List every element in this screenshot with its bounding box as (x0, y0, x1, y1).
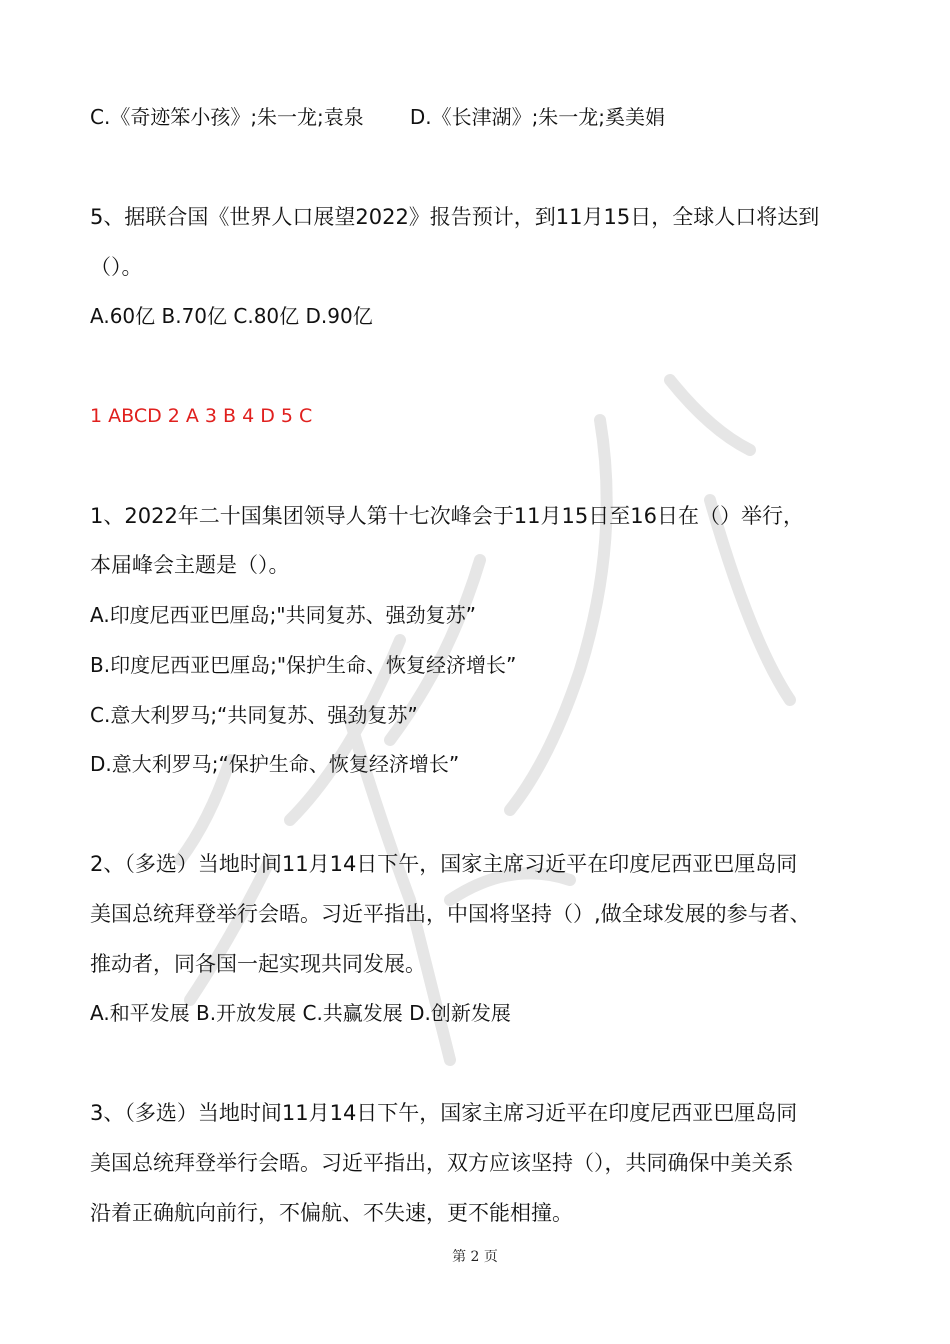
watermark-stroke (670, 380, 750, 450)
question-4-options-cd (90, 102, 665, 132)
question-3-stem-line3: 沿着正确航向前行，不偏航、不失速，更不能相撞。 (90, 1201, 573, 1225)
answer-key: 1 ABCD 2 A 3 B 4 D 5 C (90, 405, 313, 427)
question-1-option-b: B.印度尼西亚巴厘岛;"保护生命、恢复经济增长” (90, 653, 517, 677)
question-2-stem-line2: 美国总统拜登举行会晤。习近平指出，中国将坚持（）,做全球发展的参与者、 (90, 902, 811, 926)
question-1-stem-line2: 本届峰会主题是（）。 (90, 553, 290, 577)
question-1-option-d: D.意大利罗马;“保护生命、恢复经济增长” (90, 752, 460, 776)
question-5-options: A.60亿 B.70亿 C.80亿 D.90亿 (90, 304, 373, 328)
question-5-stem-line2: （）。 (90, 255, 143, 279)
question-1-option-c: C.意大利罗马;“共同复苏、强劲复苏” (90, 703, 418, 727)
question-1-stem-line1: 1、2022年二十国集团领导人第十七次峰会于11月15日至16日在（）举行， (90, 504, 804, 528)
page-number: 第 2 页 (452, 1249, 498, 1265)
watermark-stroke (190, 860, 270, 1000)
watermark-stroke (510, 420, 607, 810)
question-3-stem-line1: 3、（多选）当地时间11月14日下午，国家主席习近平在印度尼西亚巴厘岛同 (90, 1101, 798, 1125)
question-2-stem-line3: 推动者，同各国一起实现共同发展。 (90, 952, 426, 976)
question-1-option-a: A.印度尼西亚巴厘岛;"共同复苏、强劲复苏” (90, 603, 476, 627)
question-5-stem-line1: 5、据联合国《世界人口展望2022》报告预计，到11月15日，全球人口将达到 (90, 205, 820, 229)
question-3-stem-line2: 美国总统拜登举行会晤。习近平指出，双方应该坚持（），共同确保中美关系 (90, 1151, 794, 1175)
question-2-options: A.和平发展 B.开放发展 C.共赢发展 D.创新发展 (90, 1001, 511, 1025)
question-2-stem-line1: 2、（多选）当地时间11月14日下午，国家主席习近平在印度尼西亚巴厘岛同 (90, 852, 798, 876)
question-4-option-c: C.《奇迹笨小孩》;朱一龙;袁泉 (90, 105, 364, 129)
question-4-option-d: D.《长津湖》;朱一龙;奚美娟 (409, 105, 666, 129)
